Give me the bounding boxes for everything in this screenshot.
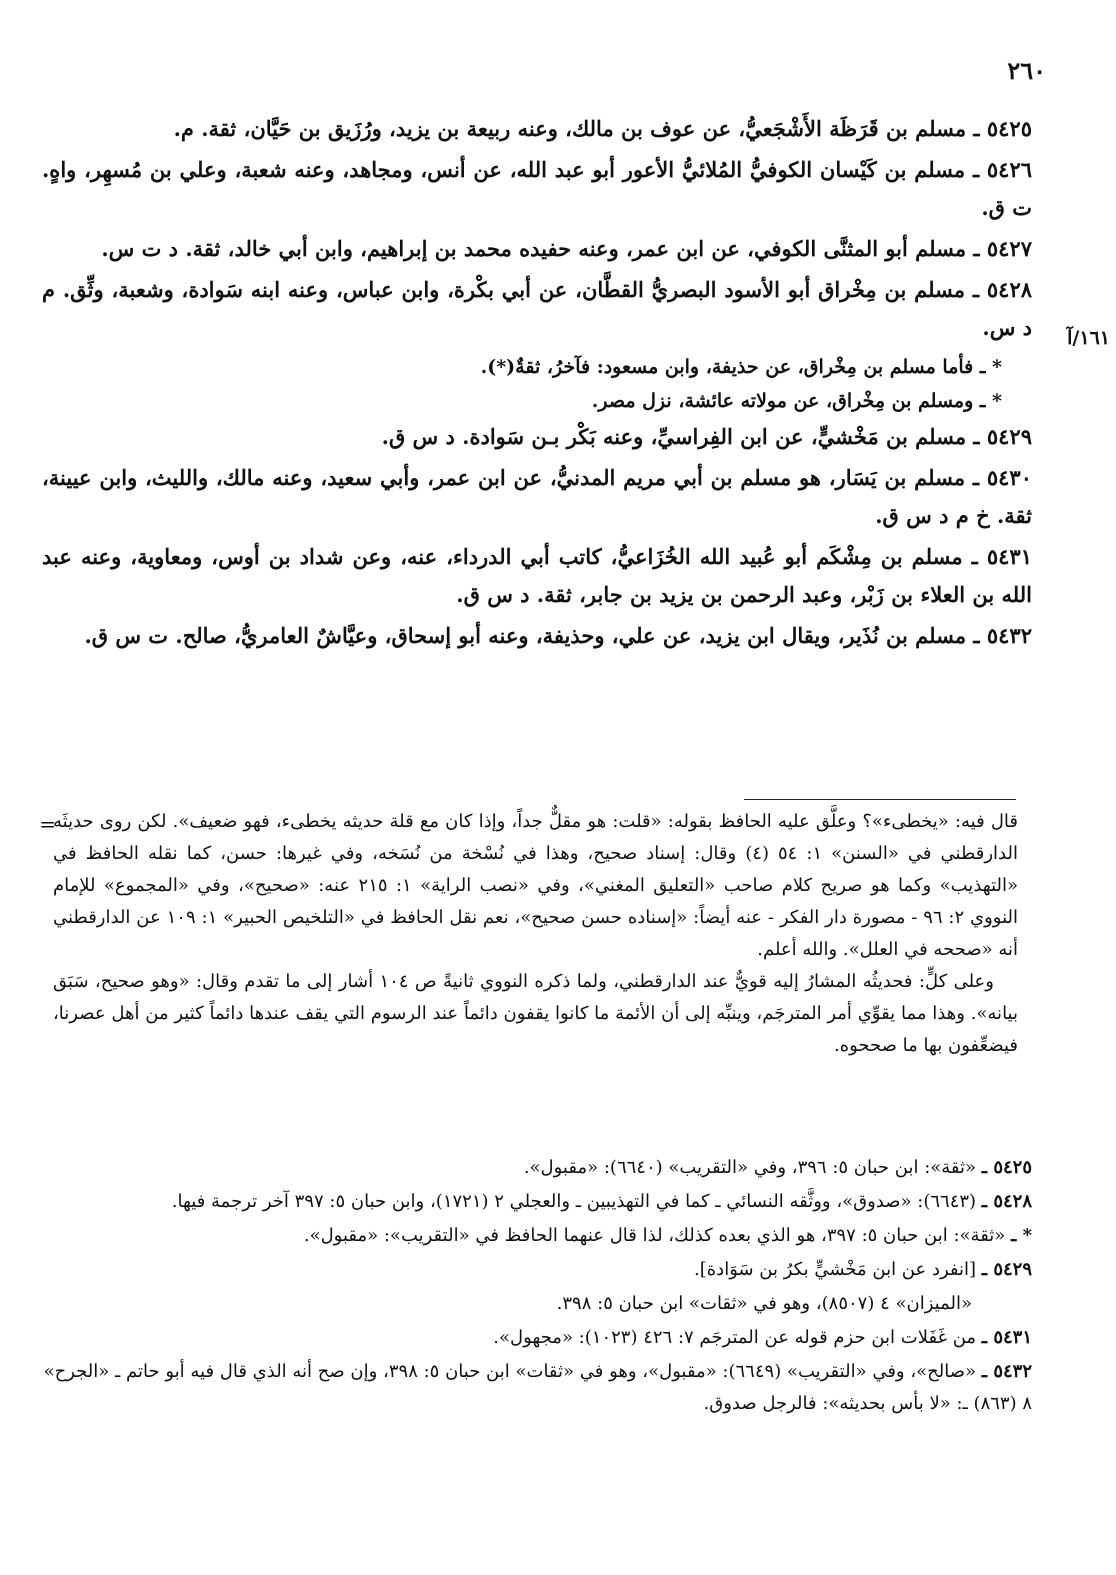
note-number: ٥٤٣٢ ـ (981, 1361, 1032, 1382)
note-asterisk (42, 1220, 1032, 1252)
entry-number: ٥٤٢٩ ـ (973, 424, 1032, 449)
sub-entry-text: ومسلم بن مِخْراق، عن مولاته عائشة، نزل مصر. (591, 390, 980, 412)
entry-5432 (42, 617, 1032, 655)
entry-number: ٥٤٢٧ ـ (973, 236, 1032, 261)
entry-text: مسلم أبو المثنَّى الكوفي، عن ابن عمر، وعنه حفيده محمد بن إبراهيم، وابن أبي خالد، ثقة. د ت س. (101, 236, 974, 261)
note-5428 (42, 1186, 1032, 1218)
entry-text: مسلم بن قَرَظَة الأَشْجَعيُّ، عن عوف بن مالك، وعنه ربيعة بن يزيد، ورُزَيق بن حَيَّان، ثقة. م. (173, 116, 974, 141)
entry-5430 (42, 459, 1032, 535)
note-5429-continued (42, 1288, 972, 1320)
entry-number: ٥٤٣٠ ـ (972, 465, 1032, 490)
entry-5431 (42, 538, 1032, 614)
footnote-paragraph: قال فيه: «يخطىء»؟ وعلَّق عليه الحافظ بقوله: «قلت: هو مقلٌّ جداً، وإذا كان مع قلة حديثه يخطىء، فهو ضعيف». لكن روى حديثَه الدارقطني في «السنن» ١: ٥٤ (٤) وقال: إسناد صحيح، وهذا في نُسْخة من نُسَخه، وفي غيرها: حسن، كما نقله الحافظ في «التهذيب» وكما هو صريح كلام صاحب «التعليق المغني»، وفي «نصب الراية» ١: ٢١٥ عنه: «صحيح»، وفي «المجموع» للإمام النووي ٢: ٩٦ - مصورة دار الفكر - عنه أيضاً: «إسناده حسن صحيح»، نعم نقل الحافظ في «التلخيص الحبير» ١: ١٠٩ عن الدارقطني أنه «صححه في العلل». والله أعلم. (53, 811, 1019, 960)
main-entries (42, 110, 1032, 658)
sub-entry-text: فأما مسلم بن مِخْراق، عن حذيفة، وابن مسعود: فآخرُ، ثقةٌ(*). (480, 356, 980, 378)
note-text: «ثقة»: ابن حبان ٥: ٣٩٦، وفي «التقريب» (٦٦٤٠): «مقبول». (523, 1157, 982, 1178)
entry-number: ٥٤٢٥ ـ (973, 116, 1032, 141)
note-text: (٦٦٤٣): «صدوق»، ووثَّقه النسائي ـ كما في التهذيبين ـ والعجلي ٢ (١٧٢١)، وابن حبان ٥: ٣٩٧ آخر ترجمة فيها. (171, 1191, 982, 1212)
note-number: * ـ (1011, 1225, 1032, 1246)
asterisk-marker: * ـ (979, 390, 1002, 412)
note-text: من غَفَلات ابن حزم قوله عن المترجَم ٧: ٤٢٦ (١٠٢٣): «مجهول». (493, 1327, 982, 1348)
entry-number: ٥٤٢٦ ـ (972, 157, 1033, 182)
entry-text: مسلم بن مِشْكَم أبو عُبيد الله الخُزَاعيُّ، كاتب أبي الدرداء، عنه، وعن شداد بن أوس، ومعاوية، وعنه عبد الله بن العلاء بن زَبْر، وعبد الرحمن بن يزيد بن جابر، ثقة. د س ق. (42, 544, 1032, 607)
entry-5427 (42, 230, 1032, 268)
note-5431 (42, 1322, 1032, 1354)
note-number: ٥٤٣١ ـ (981, 1327, 1032, 1348)
continuation-marker: = (39, 812, 56, 836)
entry-number: ٥٤٣٢ ـ (973, 623, 1032, 648)
note-number: ٥٤٢٨ ـ (981, 1191, 1032, 1212)
note-text: «الميزان» ٤ (٨٥٠٧)، وهو في «ثقات» ابن حبان ٥: ٣٩٨. (556, 1293, 972, 1314)
note-5432 (42, 1356, 1032, 1420)
entry-text: مسلم بن نُذَير، ويقال ابن يزيد، عن علي، وحذيفة، وعنه أبو إسحاق، وعيَّاشٌ العامريُّ، صالح. ت س ق. (84, 623, 974, 648)
entry-text: مسلم بن يَسَار، هو مسلم بن أبي مريم المدنيُّ، عن ابن عمر، وأبي سعيد، وعنه مالك، والليث، وابن عيينة، ثقة. خ م د س ق. (42, 465, 1032, 528)
entry-5428 (42, 271, 1032, 347)
entry-5426 (42, 151, 1032, 227)
asterisk-marker: * ـ (979, 356, 1002, 378)
footnote-separator (744, 799, 1016, 800)
footnote-paragraph: وعلى كلٍّ: فحديثُه المشارُ إليه قويٌّ عند الدارقطني، ولما ذكره النووي ثانيةً ص ١٠٤ أشار إلى ما تقدم وقال: «وهو صحيح، سَبَق بيانه». وهذا مما يقوِّي أمر المترجَم، وينبِّه إلى أن الأئمة ما كانوا يقفون دائماً عند الرسوم التي يقف عندها دائماً كثير من أهل عصرنا، فيضعِّفون بها ما صححوه. (53, 971, 1018, 1056)
note-number: ٥٤٢٩ ـ (981, 1259, 1032, 1280)
sub-entry (42, 384, 1002, 418)
entry-number: ٥٤٢٨ ـ (972, 277, 1033, 302)
entry-text: مسلم بن كَيْسان الكوفيُّ المُلائيُّ الأعور أبو عبد الله، عن أنس، ومجاهد، وعنه شعبة، وعلي بن مُسهِر، واهٍ. ت ق. (42, 157, 1032, 220)
note-text: «ثقة»: ابن حبان ٥: ٣٩٧، هو الذي بعده كذلك، لذا قال عنهما الحافظ في «التقريب»: «مقبول». (303, 1225, 1012, 1246)
folio-margin-note: ١٦١/آ (1067, 327, 1110, 349)
entry-text: مسلم بن مِخْراق أبو الأسود البصريُّ القطَّان، عن أبي بكْرة، وابن عباس، وعنه ابنه سَوادة، وشعبة، وثِّق. م د س. (42, 277, 1032, 340)
page-number: ٢٦٠ (1007, 56, 1046, 85)
entry-5429 (42, 418, 1032, 456)
entry-number: ٥٤٣١ ـ (971, 544, 1032, 569)
entry-text: مسلم بن مَخْشيٍّ، عن ابن الفِراسيِّ، وعنه بَكْر بـن سَوادة. د س ق. (381, 424, 974, 449)
note-number: ٥٤٢٥ ـ (981, 1157, 1032, 1178)
note-5429 (42, 1254, 1032, 1286)
sub-entry (42, 350, 1002, 384)
note-text: «صالح»، وفي «التقريب» (٦٦٤٩): «مقبول»، وهو في «ثقات» ابن حبان ٥: ٣٩٨، وإن صح أنه الذي قال فيه أبو حاتم ـ «الجرح» ٨ (٨٦٣) ـ: «لا بأس بحديثه»: فالرجل صدوق. (43, 1361, 1032, 1414)
footnotes (53, 806, 1018, 1062)
entry-notes (42, 1152, 1032, 1422)
note-5425 (42, 1152, 1032, 1184)
note-text: [انفرد عن ابن مَخْشيٍّ بكرُ بن سَوَادة]. (694, 1259, 982, 1280)
entry-5425 (42, 110, 1032, 148)
